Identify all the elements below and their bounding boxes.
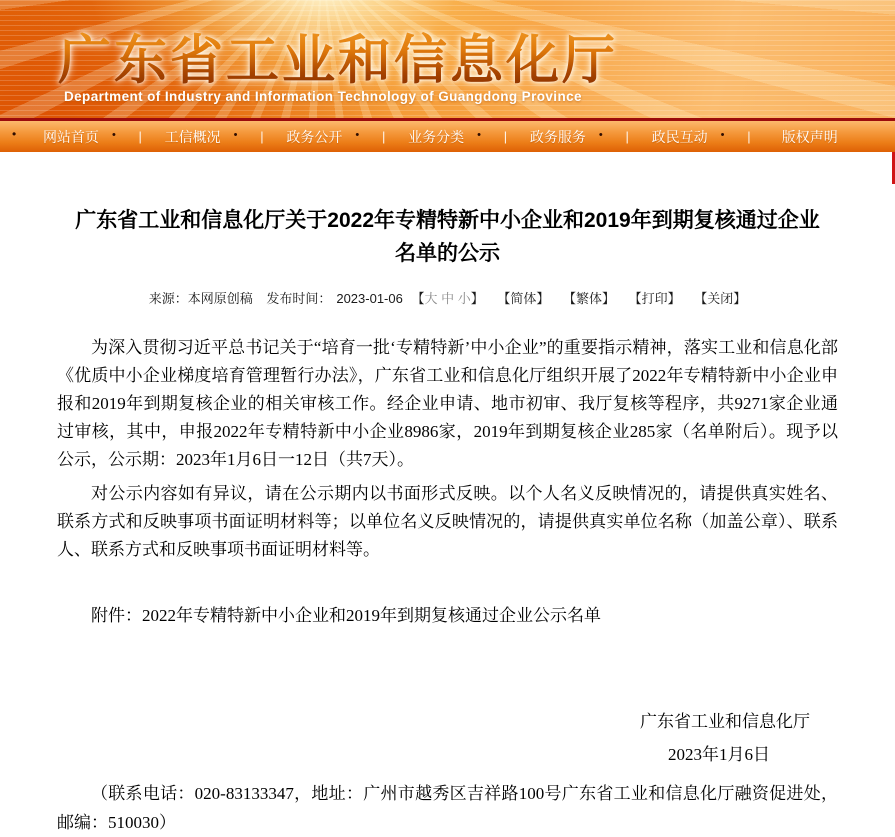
print-button[interactable]: 【打印】 xyxy=(628,291,681,306)
nav-dot-icon: • xyxy=(720,128,725,141)
publish-time-label: 发布时间： xyxy=(266,291,332,306)
attachment-link[interactable]: 附件：2022年专精特新中小企业和2019年到期复核通过企业公示名单 xyxy=(91,606,601,625)
publish-date: 2023-01-06 xyxy=(336,291,403,306)
nav-item-gov-services[interactable] xyxy=(507,127,625,147)
site-title: 广东省工业和信息化厅 xyxy=(58,18,618,94)
nav-separator: | xyxy=(625,129,629,144)
nav-item-label: 政民互动 xyxy=(651,128,708,145)
issuing-authority: 广东省工业和信息化厅 xyxy=(640,712,810,731)
main-nav xyxy=(0,118,895,152)
site-subtitle-english: Department of Industry and Information Technology of Guangdong Province xyxy=(64,89,582,104)
nav-item-public-interaction[interactable] xyxy=(629,127,747,147)
font-size-control[interactable] xyxy=(411,291,483,306)
nav-leading-dot: • xyxy=(12,126,17,141)
article-body xyxy=(57,334,838,564)
nav-item-overview[interactable] xyxy=(142,127,260,147)
nav-item-home[interactable] xyxy=(20,127,138,147)
site-banner xyxy=(0,0,895,118)
nav-item-copyright[interactable] xyxy=(751,127,869,147)
close-button[interactable]: 【关闭】 xyxy=(694,291,747,306)
nav-item-business-categories[interactable] xyxy=(385,127,503,147)
paragraph: 为深入贯彻习近平总书记关于“培育一批‘专精特新’中小企业”的重要指示精神，落实工业和信息化部《优质中小企业梯度培育管理暂行办法》，广东省工业和信息化厅组织开展了2022年专精特新中小企业申报和2019年到期复核企业的相关审核工作。经企业申请、地市初审、我厅复核等程序，共9271家企业通过审核，其中，申报2022年专精特新中小企业8986家，2019年到期复核企业285家（名单附后）。现予以公示，公示期：2023年1月6日一12日（共7天）。 xyxy=(57,338,838,469)
nav-separator: | xyxy=(503,129,508,144)
nav-item-label: 工信概况 xyxy=(164,128,221,145)
simplified-chinese-button[interactable]: 【简体】 xyxy=(497,291,550,306)
nav-separator: | xyxy=(138,129,142,144)
article-title: 广东省工业和信息化厅关于2022年专精特新中小企业和2019年到期复核通过企业名单的公示 xyxy=(75,209,820,265)
nav-separator: | xyxy=(747,129,751,144)
article-content xyxy=(0,152,895,837)
nav-dot-icon: • xyxy=(355,128,360,141)
nav-item-label: 网站首页 xyxy=(42,128,99,145)
nav-dot-icon: • xyxy=(233,128,238,141)
nav-item-label: 业务分类 xyxy=(408,128,465,145)
nav-separator: | xyxy=(260,129,264,144)
font-size-options[interactable]: 大 中 小 xyxy=(424,291,471,306)
nav-dot-icon: • xyxy=(477,128,481,141)
contact-info: （联系电话：020-83133347，地址：广州市越秀区吉祥路100号广东省工业和信息化厅融资促进处，邮编：510030） xyxy=(57,784,838,832)
nav-dot-icon: • xyxy=(111,128,116,141)
nav-item-gov-disclosure[interactable] xyxy=(264,127,382,147)
nav-item-label: 政务公开 xyxy=(286,128,343,145)
signature-block xyxy=(57,710,838,767)
paragraph: 对公示内容如有异议，请在公示期内以书面形式反映。以个人名义反映情况的，请提供真实姓名、联系方式和反映事项书面证明材料等；以单位名义反映情况的，请提供真实单位名称（加盖公章）、联系人、联系方式和反映事项书面证明材料等。 xyxy=(57,484,838,559)
bracket-open: 【 xyxy=(411,291,425,306)
traditional-chinese-button[interactable]: 【繁体】 xyxy=(563,291,616,306)
article-meta-bar xyxy=(57,288,838,307)
nav-item-label: 版权声明 xyxy=(781,128,838,145)
bracket-close: 】 xyxy=(470,291,484,306)
nav-item-label: 政务服务 xyxy=(529,128,586,145)
issue-date: 2023年1月6日 xyxy=(668,745,770,764)
source-label: 来源：本网原创稿 xyxy=(148,291,253,306)
nav-dot-icon: • xyxy=(598,128,603,141)
nav-separator: | xyxy=(382,129,386,144)
